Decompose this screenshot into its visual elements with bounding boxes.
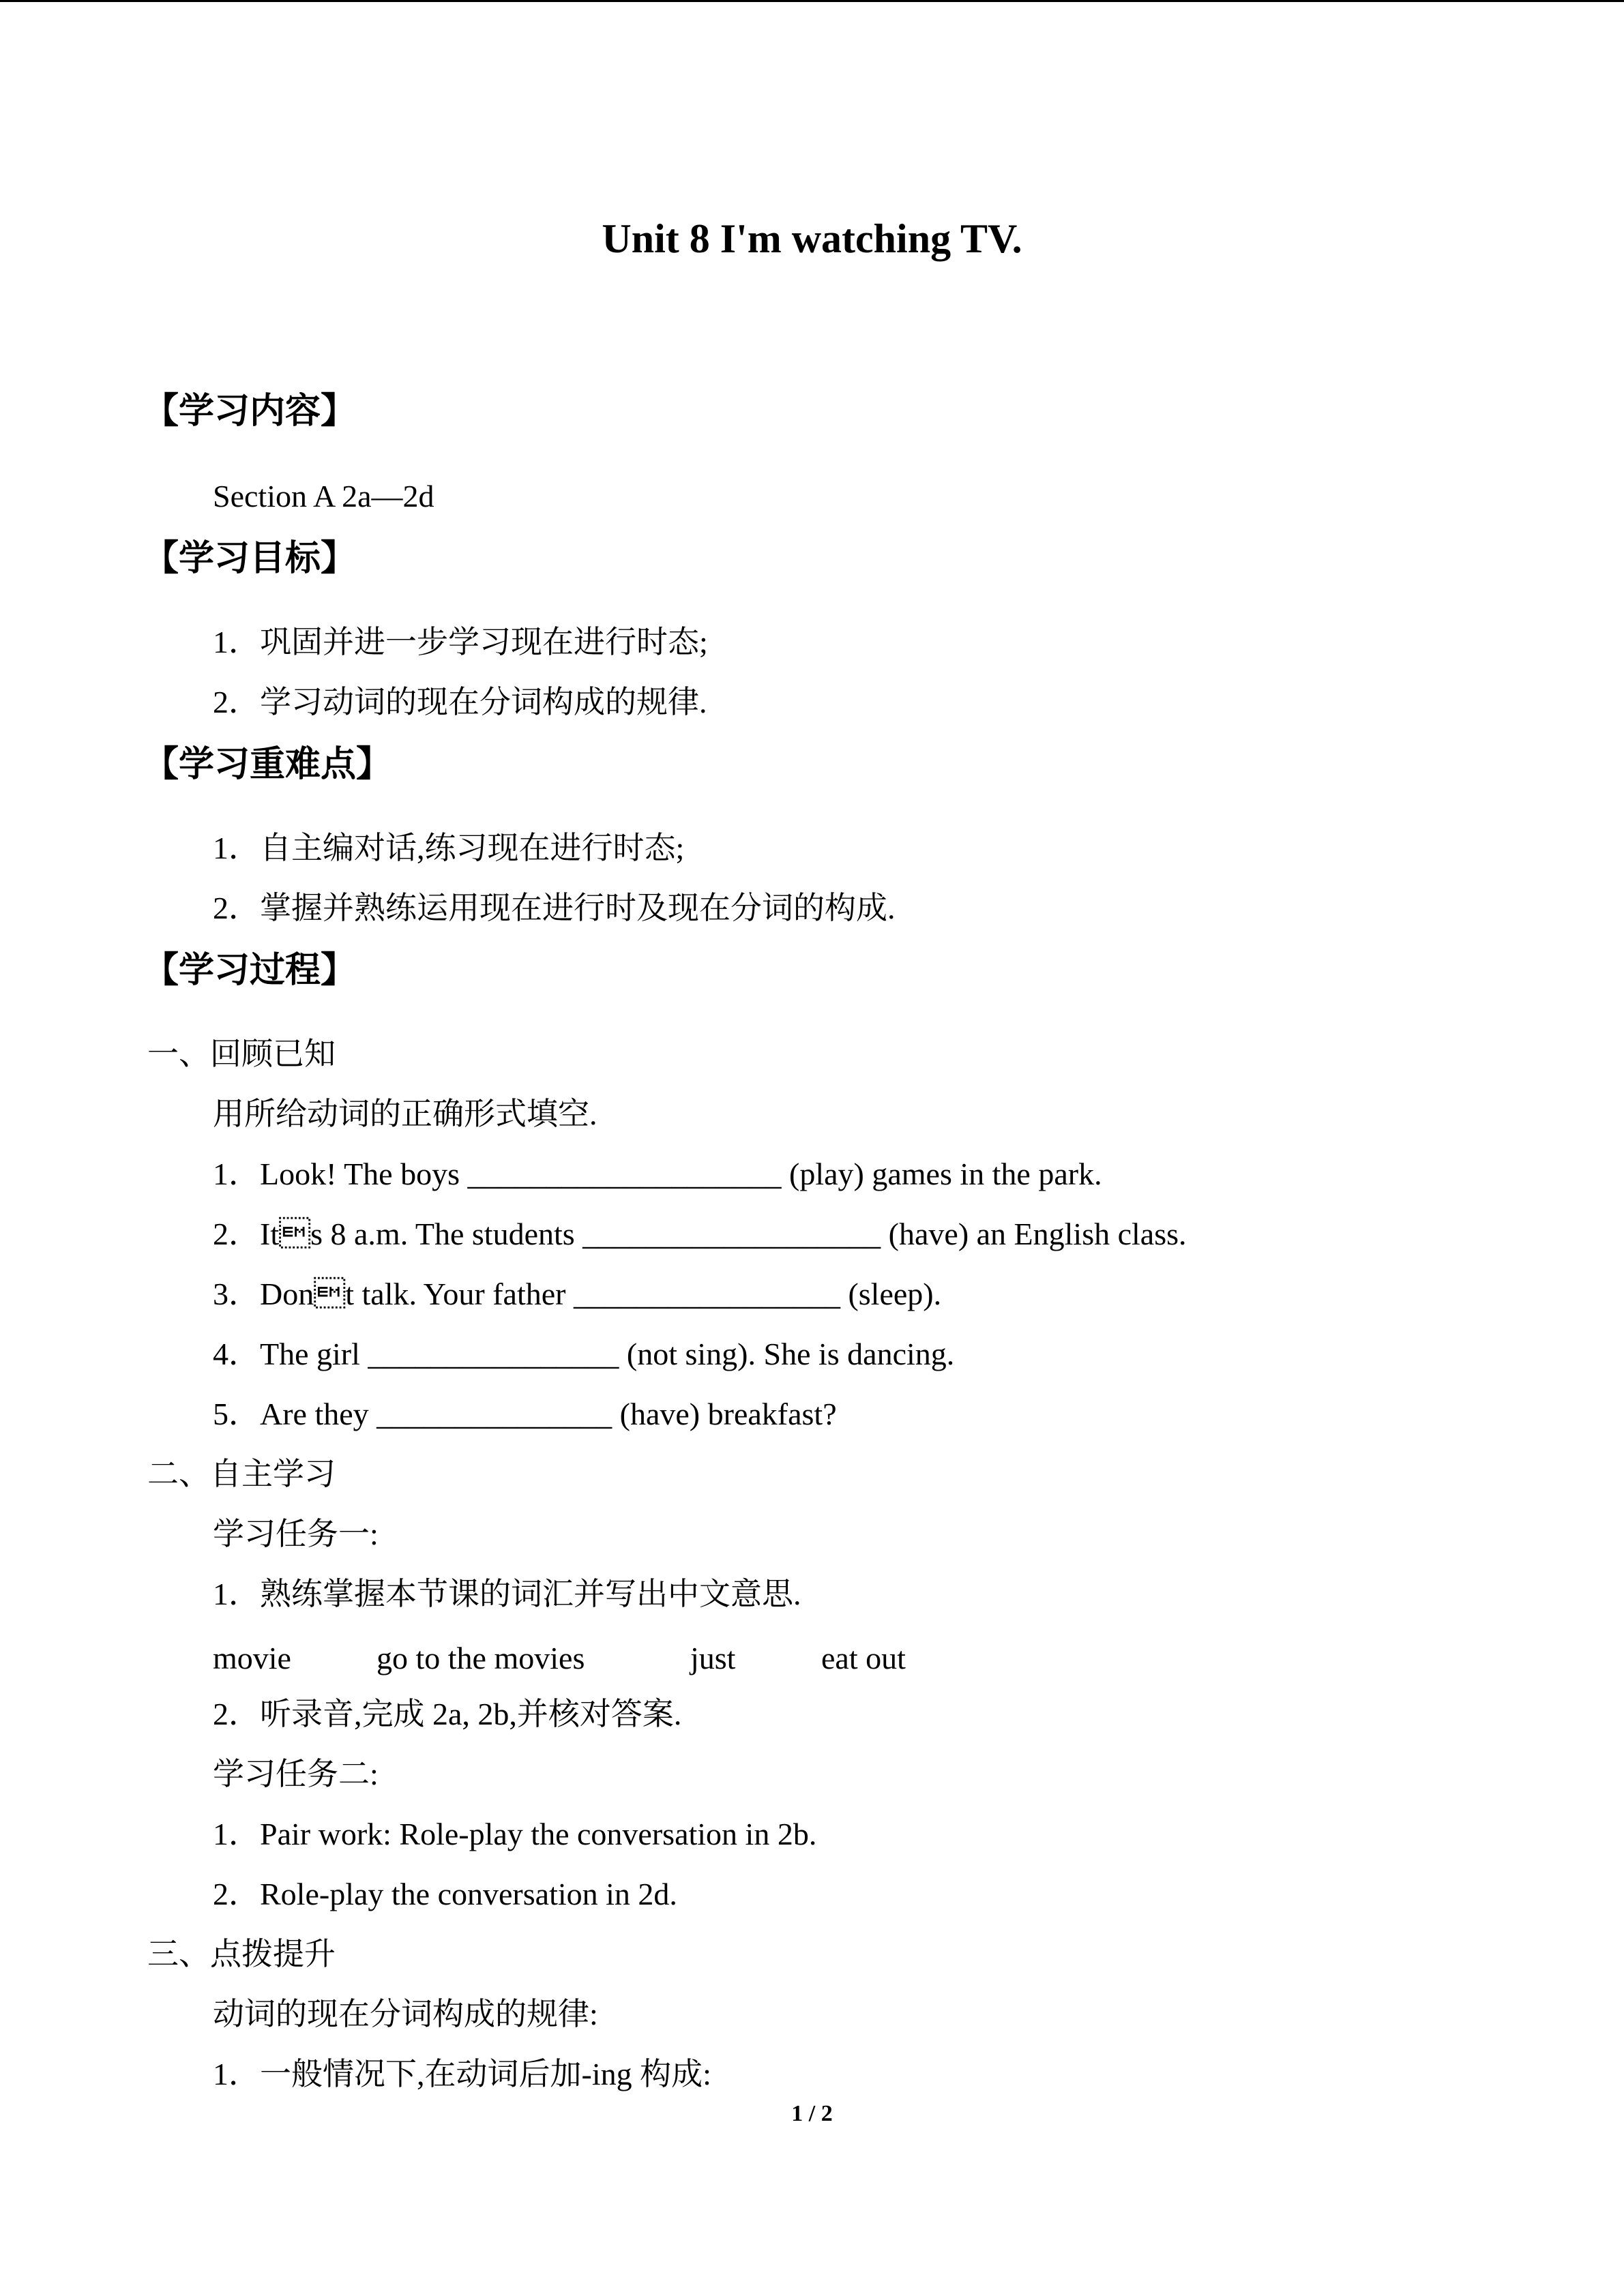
part1-instruction: 用所给动词的正确形式填空. <box>213 1097 597 1131</box>
goal-item-2: 2．学习动词的现在分词构成的规律. <box>213 685 707 719</box>
task1-label: 学习任务一: <box>213 1517 379 1551</box>
task1-item-1: 1．熟练掌握本节课的词汇并写出中文意思. <box>213 1577 801 1611</box>
exercise-question-5: 5．Are they _______________ (have) breakfast? <box>213 1397 837 1431</box>
heading-learning-goals: 【学习目标】 <box>143 538 357 579</box>
key-point-item-1: 1．自主编对话,练习现在进行时态; <box>213 831 685 865</box>
heading-learning-process: 【学习过程】 <box>143 950 357 991</box>
part1-title: 一、回顾已知 <box>147 1037 336 1071</box>
vocab-word: just <box>690 1641 736 1675</box>
vocab-word: go to the movies <box>377 1641 585 1675</box>
heading-key-points: 【学习重难点】 <box>143 744 392 785</box>
document-title: Unit 8 I'm watching TV. <box>602 216 1022 261</box>
exercise-question-3: 3．Dont talk. Your father _________________ (sleep). <box>213 1277 942 1311</box>
vocab-word: eat out <box>821 1641 906 1675</box>
task2-item-1: 1．Pair work: Role-play the conversation in 2b. <box>213 1817 817 1851</box>
learning-content-text: Section A 2a—2d <box>213 479 434 513</box>
page-number: 1 / 2 <box>791 2101 833 2126</box>
heading-learning-content: 【学习内容】 <box>143 391 357 432</box>
exercise-question-2: 2．Its 8 a.m. The students ___________________ (have) an English class. <box>213 1217 1187 1251</box>
task2-label: 学习任务二: <box>213 1757 379 1791</box>
vocab-word: movie <box>213 1641 291 1675</box>
top-border-rule <box>0 0 1624 2</box>
task1-item-2: 2．听录音,完成 2a, 2b,并核对答案. <box>213 1697 682 1731</box>
key-point-item-2: 2．掌握并熟练运用现在进行时及现在分词的构成. <box>213 891 896 925</box>
part3-instruction: 动词的现在分词构成的规律: <box>213 1997 598 2031</box>
task2-item-2: 2．Role-play the conversation in 2d. <box>213 1877 677 1911</box>
part3-title: 三、点拨提升 <box>147 1937 336 1971</box>
exercise-question-4: 4．The girl ________________ (not sing). She is dancing. <box>213 1337 955 1371</box>
part3-item-1: 1．一般情况下,在动词后加-ing 构成: <box>213 2057 711 2091</box>
exercise-question-1: 1．Look! The boys ____________________ (play) games in the park. <box>213 1157 1102 1191</box>
goal-item-1: 1．巩固并进一步学习现在进行时态; <box>213 625 708 659</box>
part2-title: 二、自主学习 <box>147 1457 336 1491</box>
